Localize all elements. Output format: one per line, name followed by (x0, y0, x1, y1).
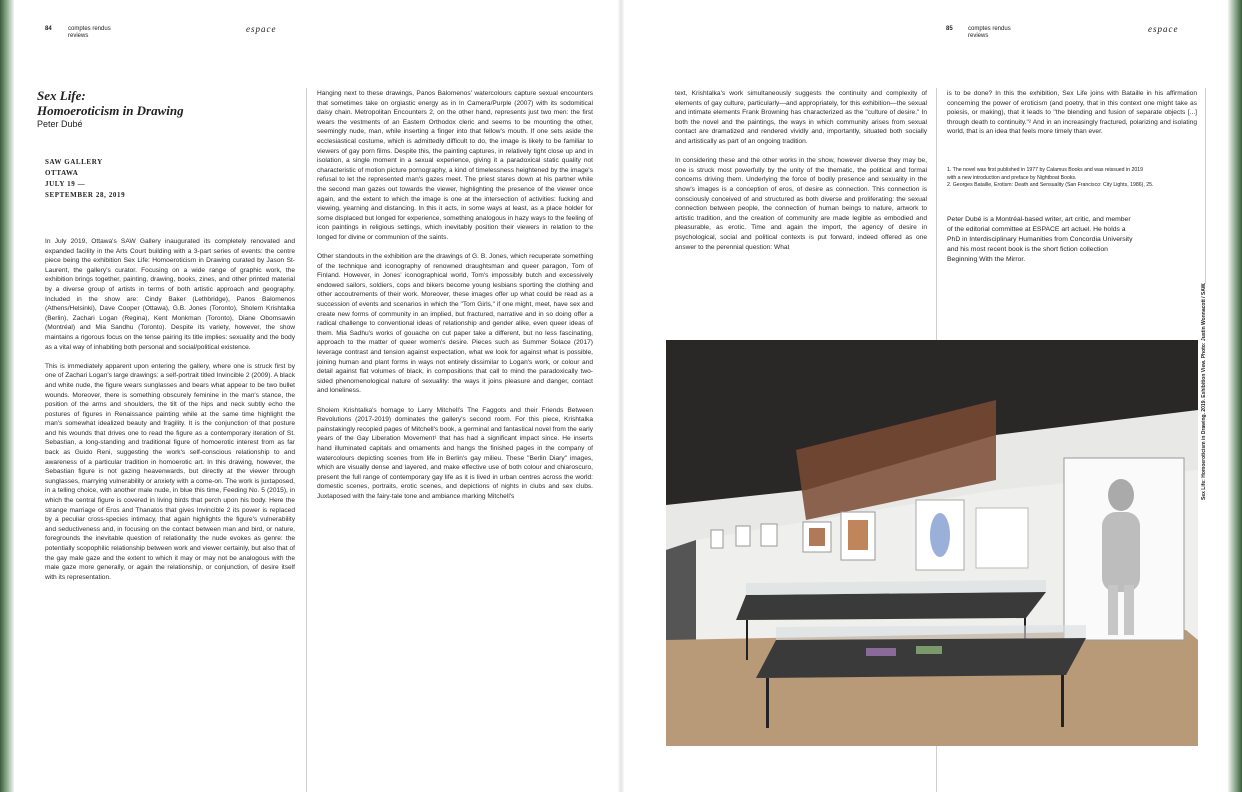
exhibition-info (45, 157, 125, 201)
paragraph: In considering these and the other works in the show, however diverse they may be, one is struck most powerfully by the unity of the thematic, the political and formal concerns driving them. Underlying the force of bodily presence and sexuality in the show's images is a conception of eros, of desire as connection. This connection is consciously conceived of and structured as both diverse and proliferating: the sexual connection between people, the connection of human beings to nature, artwork to artistic tradition, and the creation of community are made legible as embodied and pleasurable, as erotic. Time and again the import, the agency of desire in psychological, social and political contexts is put forward, indeed offered as one answer to the perennial question: What (675, 157, 927, 251)
column-divider (936, 88, 937, 340)
paragraph: This is immediately apparent upon entering the gallery, where one is struck first by one of Zachari Logan's large drawings: a self-portrait titled Invincible 2 (2009). A black and white nude, the figure wears sunglasses and bears what appear to be two bullet wounds. Moreover, there is something obscurely feminine in the man's stance, the position of the arms and shoulders, the tilt of the hips and neck subtly echo the postures of figures in Renaissance painting while at the same time highlight the man's somewhat idealized beauty and fragility. It is the conjunction of that posture and his wounds that drives one to read the figure as a contemporary iteration of St. Sebastian, a long-standing and traditional figure of homoerotic interest from as far back as Guido Reni, suggesting the work's self-conscious relationship to and awareness of a particular tradition in homoerotic art. In this drawing, however, the Sebastian figure is not gazing heavenwards, but directly at the viewer through sunglasses, marrying vulnerability or anxiety with a come-on. The work is juxtaposed, in a telling choice, with another male nude, in blue this time, Feeding No. 5 (2015), in which the central figure is covered in living birds that perch upon his body. Here the strange marriage of Eros and Thanatos that gives Invincible 2 its power is replaced by a peculiar cross-species intimacy, that again highlights the figure's vulnerability and seductiveness and, in focusing on the contact between man and bird, or nature, foregrounds the inevitable question of relationality the nude evokes as genre: the potentially scopophilic relationship between work and viewer certainly, but also that of the gay male gaze and the extent to which it may or may not be analogous with the male gaze more generally, or again the relationship, or conjunction, of desire itself with its representation. (45, 362, 295, 581)
gallery-view-image (666, 340, 1198, 746)
footnotes (947, 167, 1197, 190)
footnote-2: 2. Georges Bataille, Erotism: Death and Sensuality (San Francisco: City Lights, 1986), 25. (947, 182, 1154, 189)
page-number-left: 84 (45, 26, 52, 32)
paragraph: Sholem Krishtalka's homage to Larry Mitchell's The Faggots and their Friends Between Revolutions (2017-2019) dominates the gallery's second room. For this piece, Krishtalka painstakingly recopied pages of Mitchell's book, a germinal and fantastical novel from the early years of the Gay Liberation Movement¹ that has had a significant impact since. He inserts hand illuminated capitals and ornaments and hangs the finished pages in the company of watercolours depicting scenes from life in Berlin's gay milieu. These "Berlin Diary" images, which are visually dense and layered, and make effective use of both colour and chiaroscuro, present the full range of contemporary gay life as it is lived in urban centres across the world: domestic scenes, portraits, erotic scenes, and depictions of nights in clubs and sex clubs. Juxtaposed with the fairy-tale tone and ambiance marking Mitchell's (317, 406, 593, 500)
artwork-frame (711, 530, 723, 548)
artwork-frame (976, 508, 1028, 568)
artwork-frame (761, 524, 777, 546)
column-divider (306, 88, 307, 792)
book-on-display (916, 646, 942, 654)
dates-start: JULY 19 — (45, 180, 86, 188)
article-author: Peter Dubé (37, 119, 83, 129)
section-label-fr: comptes rendus (68, 26, 111, 32)
display-case-glass (776, 625, 1086, 640)
venue: SAW GALLERY (45, 158, 103, 166)
table-leg (766, 678, 769, 728)
artwork (848, 520, 868, 550)
section-label-en: reviews (968, 33, 989, 39)
column-divider (936, 746, 937, 792)
footnote-1: 1. The novel was first published in 1977 by Calamus Books and was reissued in 2019 (947, 167, 1143, 173)
paragraph: is to be done? In this the exhibition, Sex Life joins with Bataille in his affirmation concerning the power of eroticism (and poetry, that in this context one might take as poiesis, or making), that it leads to "the blending and fusion of separate objects [...] through death to continuity."² And in an increasingly fractured, polarizing and isolating world, that is an idea that feels more timely than ever. (947, 90, 1197, 136)
paragraph: text, Krishtalka's work simultaneously suggests the continuity and complexity of elements of gay culture, particularly—and appropriately, for this exhibition—the sexual and intimate elements Frank Browning has characterized as the "culture of desire." In both the novel and the paintings, the ways in which community arises from sexual contact are dramatized and rendered vividly and, importantly, situated both socially and artistically as part of an ongoing tradition. (675, 90, 927, 145)
figure-leg (1108, 585, 1118, 635)
artwork-frame (736, 526, 750, 546)
figure-leg (1124, 585, 1134, 635)
display-case (736, 592, 1046, 620)
display-case (756, 638, 1086, 678)
book-on-display (866, 648, 896, 656)
photo-caption: Sex Life: Homoeroticism in Drawing. 2019. Exhibition View. Photo: Justin Wonnacott / SAW. (1201, 282, 1207, 500)
section-label-left (68, 26, 138, 40)
figure-torso (1102, 512, 1140, 592)
text-column-1 (45, 237, 295, 592)
text-column-2 (317, 89, 593, 511)
text-column-4 (947, 89, 1197, 147)
page-number-right: 85 (946, 26, 953, 32)
author-bio: Peter Dubé is a Montréal-based writer, art critic, and member of the editorial committee at ESPACE art actuel. He holds a PhD in Interdisciplinary Humanities from Concordia University and his most recent book is the short fiction collection Beginning With the Mirror. (947, 216, 1133, 263)
paragraph: Hanging next to these drawings, Panos Balomenos' watercolours capture sexual encounters that sometimes take on orgiastic energy as in In Camera/Purple (2007) with its sodomitical daisy chain. Metropolitan Encounters 2, on the other hand, represents just two men: the first wears the vestments of an Eastern Orthodox cleric and seems to be mounting the other, seemingly nude, man, while inserting a finger into that fellow's mouth. If one sets aside the ecclesiastical costume, which is admittedly difficult to do, the image is likely to be familiar to viewers of gay porn films. Despite this, the painting captures, in relatively tight close up and in isolation, a single moment in a sexual experience, giving it a paradoxical static quality not characteristic of motion picture pornography, a kind of timelessness heightened by the image's refusal to let the represented man's gazes meet. The priest stares down at his partner while the second man gazes out towards the viewer, highlighting the presence of the viewer once again, and the extent to which the image is one at the intersection of activities: fucking and viewing, yearning and distancing. In this it acts, in some ways at least, as a place holder for some displaced but longed for experience, something analogous in hazy ways to the feeling of icon paintings in religious settings, which inevitably position their viewers in relation to the longed for divine or communion of the saints. (317, 90, 593, 241)
brand-logo-right: espace (1148, 24, 1179, 34)
blue-figure-drawing (930, 513, 950, 557)
footnote-1-cont: with a new introduction and preface by Nightboat Books. (947, 174, 1077, 181)
exhibition-photo (666, 340, 1198, 746)
page-edge-right (1228, 0, 1242, 792)
spine-gutter (618, 0, 624, 792)
text-column-3 (675, 89, 927, 262)
brand-logo-left: espace (246, 24, 277, 34)
city: OTTAWA (45, 169, 79, 177)
page-edge-left (0, 0, 14, 792)
table-leg (1061, 675, 1064, 727)
figure-head (1108, 479, 1134, 511)
section-label-fr: comptes rendus (968, 26, 1011, 32)
section-label-en: reviews (68, 33, 89, 39)
section-label-right (968, 26, 1038, 40)
paragraph: Other standouts in the exhibition are the drawings of G. B. Jones, which recuperate something of the technique and iconography of renowned draughtsman and queer paragon, Tom of Finland. However, in Jones' iconographical world, Tom's impossibly butch and excessively endowed sailors, soldiers, cops and bikers become young lesbians sporting the clothing and other accoutrements of their work. Moreover, these images offer up what could be read as a succession of events and scenarios in which the "Tom Girls," if one might, meet, have sex and create new forms of community in an implied, but fractured, narrative and in so doing offer a radical challenge to conventional ideas of relationship and gender alike, even queer ideas of them. Mia Sadhu's works of gouache on cut paper take a different, but no less fascinating, approach to the matter of queer women's desire. Pieces such as Summer Solace (2017) leverage contrast and tension against expectation, what we look for against what is possible, joining human and plant forms in ways not entirely dissimilar to Logan's work, or colour and detail against flat volumes of black, in compositions that call to mind the paradoxically two-sided phenomenological nature of sexuality: the ways it joins pleasure and danger, contact and loneliness. (317, 253, 593, 395)
paragraph: In July 2019, Ottawa's SAW Gallery inaugurated its completely renovated and expanded facility in the Arts Court building with a 3-part series of events: the centre piece being the exhibition Sex Life: Homoeroticism in Drawing curated by Jason St-Laurent, the gallery's curator. Focusing on a wide range of graphic work, the exhibition brings together, painting, drawing, books, zines, and other printed material by a diverse group of artists in terms of both artistic approach and geography. Included in the show are: Cindy Baker (Lethbridge), Panos Balomenos (Athens/Helsinki), Dave Cooper (Ottawa), G.B. Jones (Toronto), Sholem Krishtalka (Berlin), Zachari Logan (Regina), Kent Monkman (Toronto), Diane Obomsawin (Montréal) and Mia Sandhu (Toronto). Despite its variety, however, the show maintains a rigorous focus on the tense pairing its title implies: sexuality and the body as a vital way of inhabiting both personal and social/political existence. (45, 238, 295, 351)
dates-end: SEPTEMBER 28, 2019 (45, 191, 126, 199)
table-leg (746, 620, 748, 660)
article-title: Sex Life: Homoeroticism in Drawing (37, 88, 184, 118)
artwork (809, 528, 825, 546)
